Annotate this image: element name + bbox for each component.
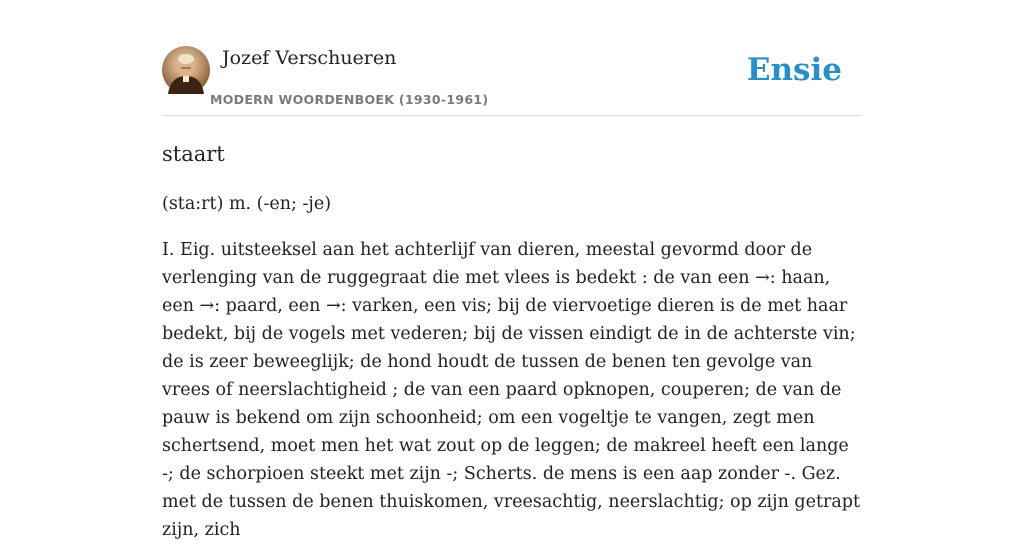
entry-term: staart — [162, 142, 225, 166]
entry-content — [162, 138, 862, 544]
author-name[interactable]: Jozef Verschueren — [222, 47, 397, 69]
ensie-logo[interactable]: Ensie — [746, 52, 842, 88]
entry-definition: I. Eig. uitsteeksel aan het achterlijf van dieren, meestal gevormd door de verlenging van de ruggegraat die met vlees is bedekt : de van een →: haan, een →: paard, een →: varken, een vis; bij de viervoetige dieren is de met haar bedekt, bij de vogels met vederen; bij de vissen eindigt de in de achterste vin; de is zeer beweeglijk; de hond houdt de tussen de benen ten gevolge van vrees of neerslachtigheid ; de van een paard opknopen, couperen; de van de pauw is bekend om zijn schoonheid; om een vogeltje te vangen, zegt men schertsend, moet men het wat zout op de leggen; de makreel heeft een lange -; de schorpioen steekt met zijn -; Scherts. de mens is een aap zonder -. Gez. met de tussen de benen thuiskomen, vreesachtig, neerslachtig; op zijn getrapt zijn, zich — [162, 240, 861, 540]
header-divider — [162, 115, 862, 116]
entry-grammar: (sta:rt) m. (-en; -je) — [162, 194, 332, 214]
source-dictionary[interactable]: MODERN WOORDENBOEK (1930-1961) — [210, 92, 489, 107]
author-portrait-icon — [162, 46, 210, 94]
author-avatar[interactable] — [162, 46, 210, 94]
header — [162, 46, 862, 116]
